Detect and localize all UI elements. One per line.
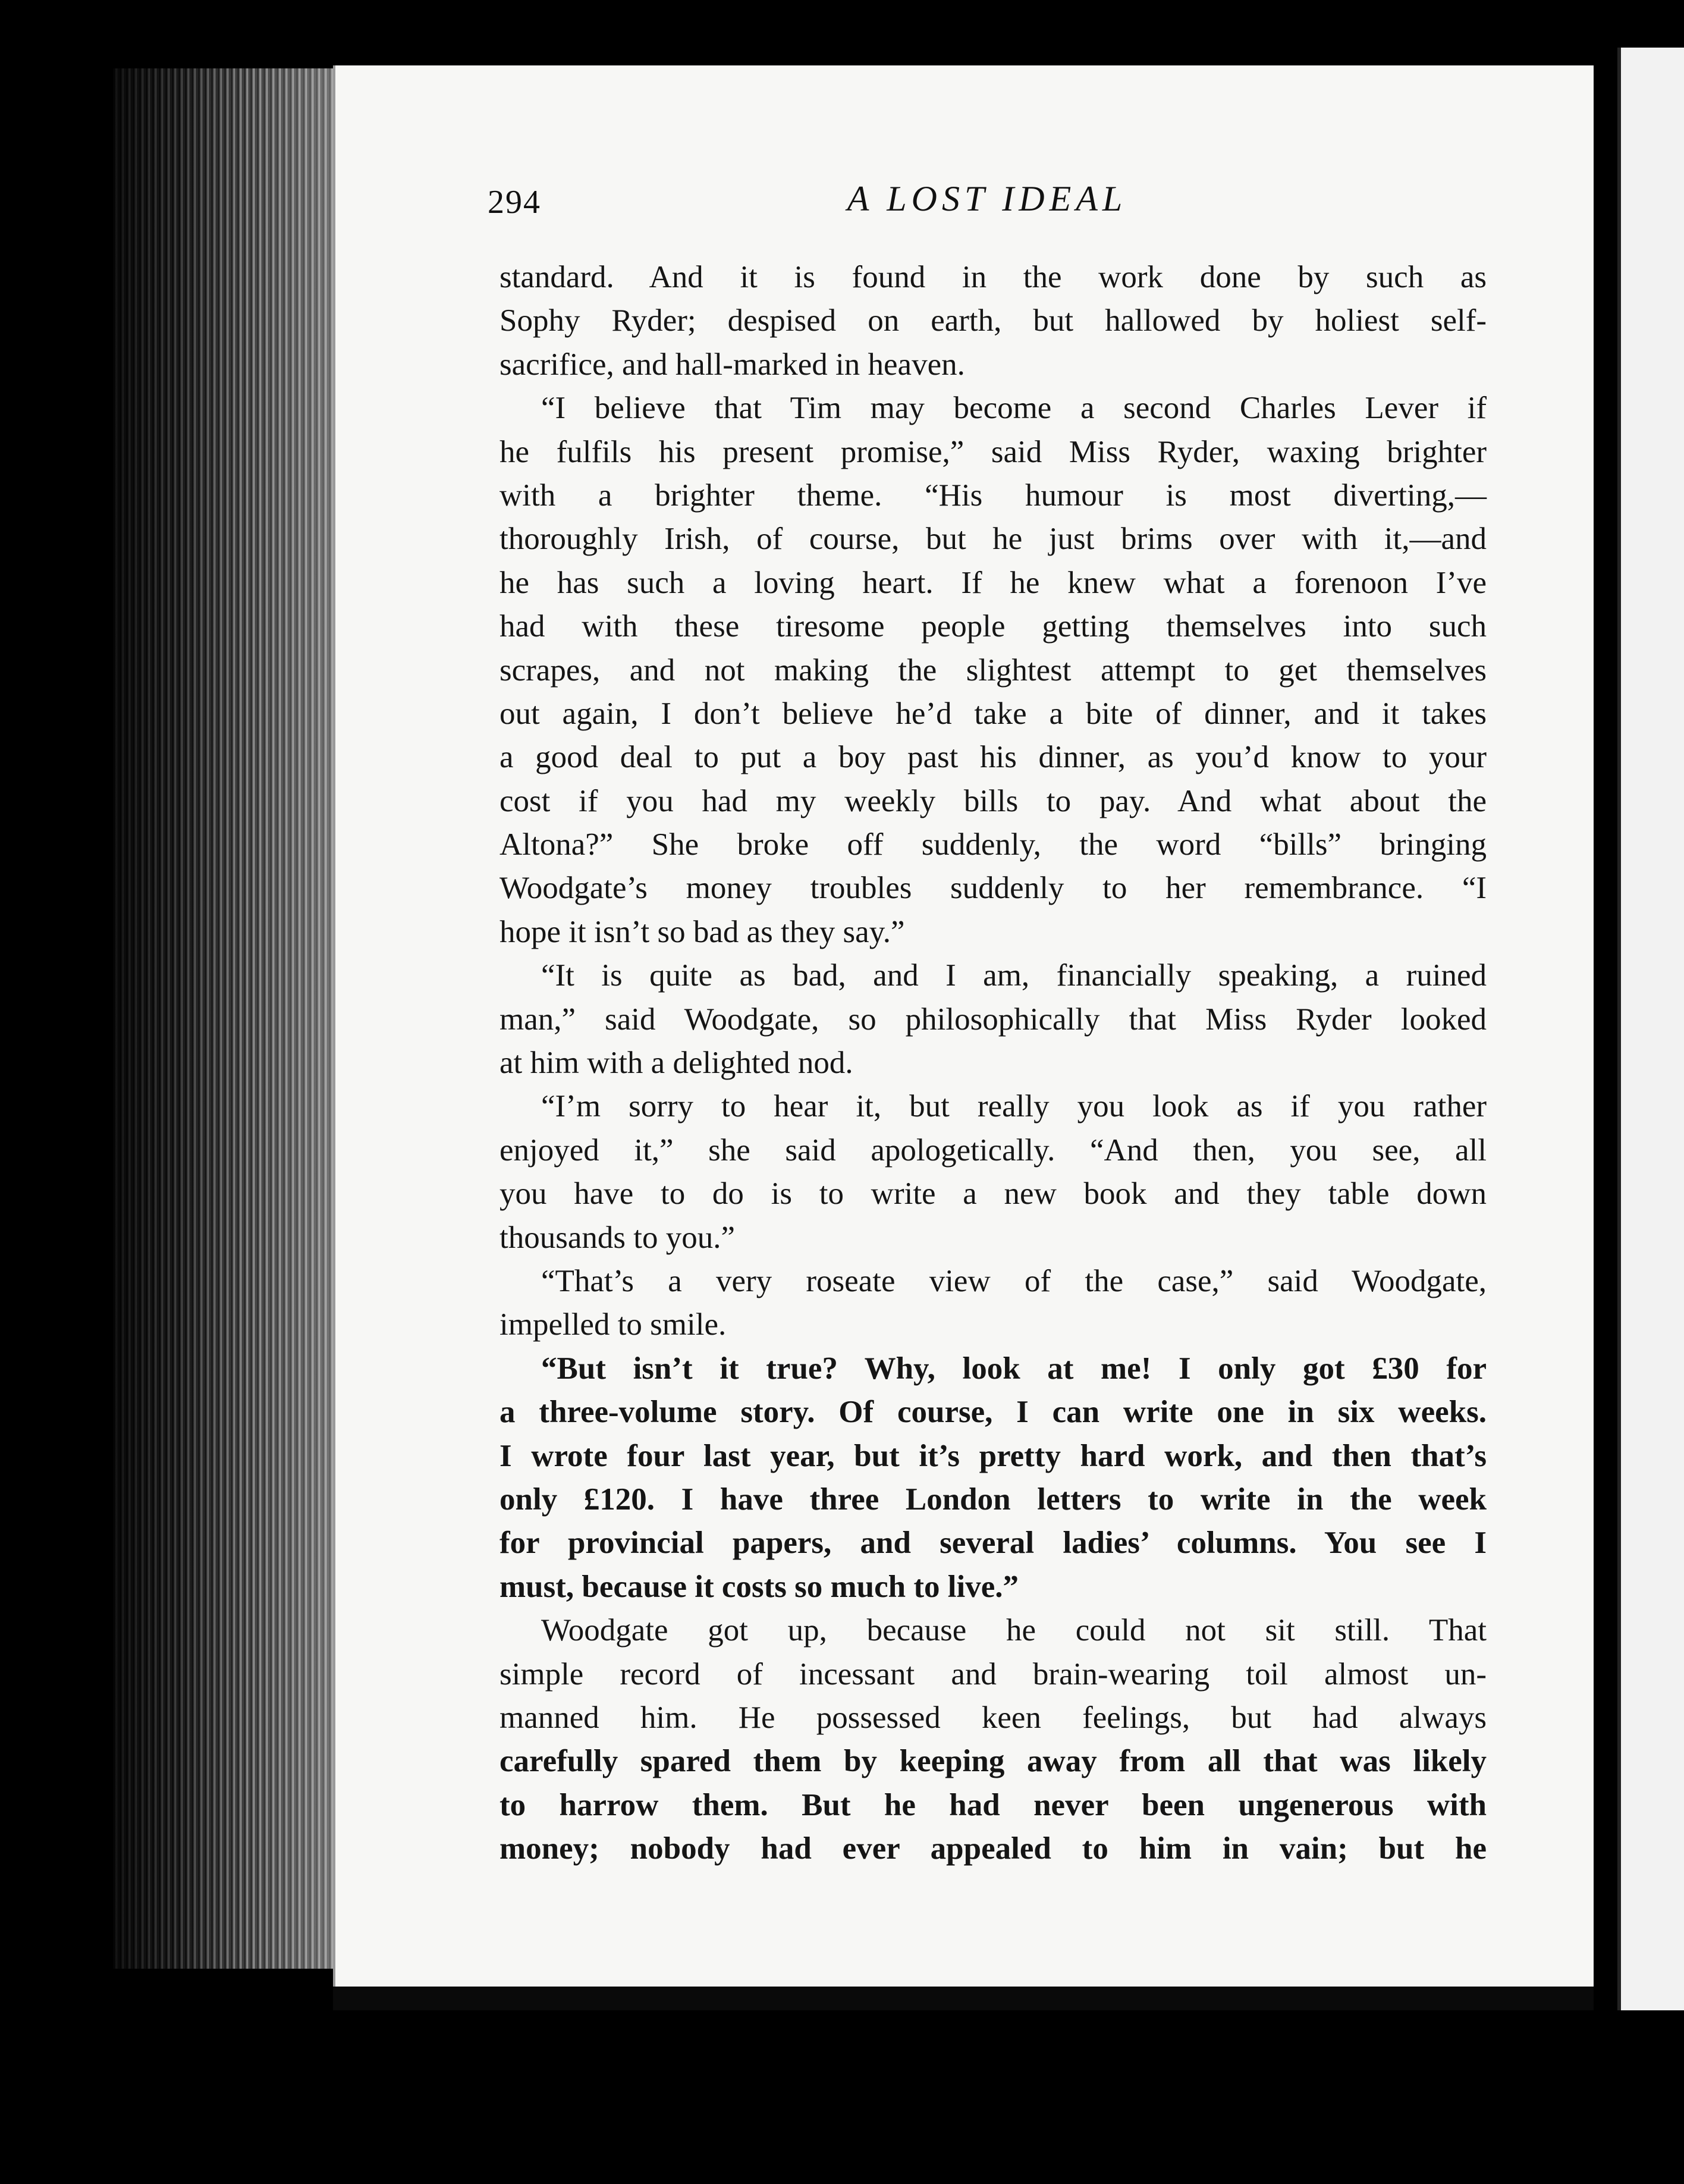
- text-line: simple record of incessant and brain-wearing toil almost un-: [499, 1656, 1487, 1692]
- page-number: 294: [488, 184, 541, 221]
- text-line: hope it isn’t so bad as they say.”: [499, 914, 905, 949]
- text-line: “I’m sorry to hear it, but really you look as if you rather: [541, 1089, 1487, 1124]
- bottom-shadow: [333, 1987, 1594, 2010]
- page-gutter: [1594, 48, 1617, 2010]
- book-page-edges: [113, 68, 339, 1969]
- text-line: must, because it costs so much to live.”: [499, 1569, 1019, 1604]
- text-line: Altona?” She broke off suddenly, the word “bills” bringing: [499, 827, 1487, 862]
- text-line: he fulfils his present promise,” said Miss Ryder, waxing brighter: [499, 434, 1487, 469]
- text-line: cost if you had my weekly bills to pay. And what about the: [499, 783, 1487, 818]
- text-line: thoroughly Irish, of course, but he just brims over with it,—and: [499, 522, 1487, 557]
- text-line: “But isn’t it true? Why, look at me! I only got £30 for: [541, 1351, 1487, 1386]
- text-line: had with these tiresome people getting themselves into such: [499, 609, 1487, 644]
- text-line: he has such a loving heart. If he knew what a forenoon I’ve: [499, 565, 1487, 600]
- text-line: scrapes, and not making the slightest attempt to get themselves: [499, 652, 1487, 688]
- text-line: a three-volume story. Of course, I can write one in six weeks.: [499, 1395, 1487, 1430]
- body-text: [499, 256, 1487, 1871]
- text-line: standard. And it is found in the work done by such as: [499, 260, 1487, 294]
- text-line: “That’s a very roseate view of the case,” said Woodgate,: [541, 1263, 1487, 1298]
- text-line: at him with a delighted nod.: [499, 1046, 853, 1081]
- text-line: for provincial papers, and several ladies’ columns. You see I: [499, 1526, 1487, 1561]
- text-line: Sophy Ryder; despised on earth, but hallowed by holiest self-: [499, 303, 1487, 338]
- text-line: to harrow them. But he had never been ungenerous with: [499, 1787, 1487, 1822]
- text-line: manned him. He possessed keen feelings, but had always: [499, 1700, 1487, 1735]
- running-head: [488, 178, 1487, 226]
- text-line: enjoyed it,” she said apologetically. “And then, you see, all: [499, 1132, 1487, 1168]
- text-line: only £120. I have three London letters to write in the week: [499, 1482, 1487, 1517]
- text-line: thousands to you.”: [499, 1220, 735, 1255]
- text-line: man,” said Woodgate, so philosophically that Miss Ryder looked: [499, 1002, 1487, 1037]
- text-line: “I believe that Tim may become a second Charles Lever if: [541, 391, 1487, 426]
- text-line: you have to do is to write a new book and they table down: [499, 1176, 1487, 1212]
- text-line: impelled to smile.: [499, 1307, 727, 1342]
- running-title: A LOST IDEAL: [847, 179, 1127, 218]
- text-line: sacrifice, and hall-marked in heaven.: [499, 347, 965, 382]
- text-line: money; nobody had ever appealed to him in vain; but he: [499, 1831, 1487, 1866]
- text-line: out again, I don’t believe he’d take a bite of dinner, and it takes: [499, 696, 1487, 731]
- text-line: carefully spared them by keeping away from all that was likely: [499, 1744, 1487, 1779]
- next-page-edge: [1617, 48, 1684, 2010]
- text-line: Woodgate got up, because he could not sit still. That: [541, 1613, 1487, 1648]
- text-line: with a brighter theme. “His humour is most diverting,—: [499, 478, 1487, 513]
- text-line: I wrote four last year, but it’s pretty hard work, and then that’s: [499, 1438, 1487, 1473]
- text-line: Woodgate’s money troubles suddenly to her remembrance. “I: [499, 871, 1487, 906]
- text-line: a good deal to put a boy past his dinner, as you’d know to your: [499, 740, 1487, 775]
- text-line: “It is quite as bad, and I am, financially speaking, a ruined: [541, 958, 1487, 993]
